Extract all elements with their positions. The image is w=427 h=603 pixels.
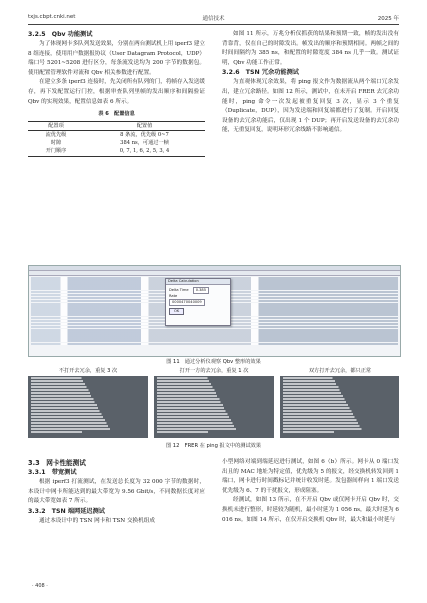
terminal-line [157, 422, 265, 424]
terminal-line [157, 386, 236, 388]
paragraph: 如图 11 所示，万兆分析仪抓获的结果和预期一致，帧的发出没有背靠背，仅在自己的时隙发出。帧发出的顺序和预期相同。两帧之间的时间间隔约为 385 ns，和配置的时隙宽度 384 ns 几乎一致。测试证明，Qbv 功能工作正常。 [222, 31, 399, 66]
paragraph: 通过本设计中的 TSN 网卡和 TSN 交换机组成 [39, 517, 155, 524]
terminal-line [31, 428, 144, 430]
dialog-label: Rate [169, 294, 178, 298]
terminal-line [157, 413, 258, 415]
paragraph: 根据 iperf3 打流测试，在发送总长度为 32 000 字节的数据时，本设计中网卡所能达到的最大带宽为 9.56 Gbit/s，不同数据长度对应的最大带宽如表 7 所示。 [28, 479, 205, 505]
section-heading-bandwidth: 3.3.1 带宽测试 [28, 469, 77, 476]
left-column-bottom [28, 458, 205, 526]
terminal-line [157, 389, 239, 391]
paragraph: 在建立多条 iperf3 连接时，先关闭所有队列的门，将帧存入发送缓存，再下发配置运行门控，根据审查队列里帧的发出顺序和间隔验证 Qbv 的实现效果，配置信息如表 6 所示。 [28, 79, 205, 105]
terminal-line [283, 380, 357, 382]
terminal-line [283, 413, 383, 415]
terminal-line [31, 386, 110, 388]
terminal-line [283, 431, 356, 433]
figure-12-caption: 图 12 FRER 在 ping 报文中的测试效果 [165, 443, 262, 449]
table-header-row [28, 121, 205, 130]
dialog-ok-button[interactable]: OK [169, 308, 184, 315]
dialog-title: Delta Calculation [166, 279, 230, 285]
section-heading-latency: 3.3.2 TSN 端网延迟测试 [28, 507, 105, 515]
terminal-line [283, 428, 395, 430]
ping-terminal-one-dedup [154, 376, 274, 438]
paragraph: 为了体现网卡多队列发送效果，分别在两台测试机上用 iperf3 建立 8 组连接，使用用户数据报协议（User Datagram Protocol，UDP）端口号 5201~5208 进行区分，每条流发送均为 200 字节的数据包。使用配置管理软件对流和 Qbv 相关参数进行配置。 [28, 41, 205, 76]
right-column-top [222, 30, 399, 136]
paragraph: 小型网络对端到端延迟进行测试，如图 6（b）所示。网卡从 0 端口发出且的 MAC 地址为特定值，优先级为 5 的报文，经交换机转发回到 1 端口，网卡进行时间戳标记并统计收发时延。发包器间样向 1 端口发送优先级为 6、7 的干扰报文，形成阻塞。 [222, 459, 399, 494]
paragraph: 为直观体现冗余效果，将 ping 报文作为数据流从两个端口冗余发出，建立冗余路径。如图 12 所示，测试中，在未开启 FRER 去冗余功能时，ping 命令一次发起被重复回复 3 次，显示 3 个重复（Duplicate，DUP），因为发送端和回复端都进行了复制。开启回复设备的去冗余功能后，仅出现 1 个 DUP；再开启发送设备的去冗余功能，无重复回复，说明环形冗余线路不影响通信。 [222, 79, 399, 134]
terminal-line [283, 404, 376, 406]
header-rule [28, 24, 399, 25]
terminal-line [157, 404, 251, 406]
delta-dialog [165, 278, 231, 326]
terminal-line [31, 431, 104, 433]
table-row [28, 139, 205, 147]
terminal-line [31, 404, 125, 406]
terminal-line [157, 428, 270, 430]
terminal-line [157, 431, 230, 433]
terminal-line [283, 407, 378, 409]
left-column-top [28, 30, 205, 157]
ping-terminal-both-dedup [280, 376, 399, 438]
terminal-line [31, 407, 127, 409]
analyzer-column-headers [29, 271, 400, 276]
table-cell: 时隙 [50, 140, 62, 147]
table-header-cell: 配置项 [48, 122, 64, 129]
terminal-line [157, 380, 231, 382]
table-row [28, 130, 205, 139]
terminal-line [283, 398, 371, 400]
terminal-line [31, 401, 122, 403]
terminal-line [31, 389, 113, 391]
ping-terminal-no-dedup [28, 376, 148, 438]
table-cell: 流优先级 [45, 131, 67, 138]
paragraph: 经测试，如图 13 所示，在不开启 Qbv 或仅网卡开启 Qbv 时，交换机未进行整形，时延较为随机，最小时延为 1 056 ns，最大时延为 6 016 ns。如图 14 所示，在仅开启交换机 Qbv 时，最大和最小时延与 [222, 497, 399, 523]
dialog-label: Delta Time [169, 288, 189, 292]
ping-label-both-dedup: 双方打开去冗余，都只正常 [308, 368, 372, 374]
terminal-line [157, 419, 263, 421]
terminal-line [157, 407, 253, 409]
terminal-line [31, 380, 105, 382]
section-heading-qbv: 3.2.5 Qbv 功能测试 [28, 31, 93, 38]
figure-11-caption: 图 11 通过分析仪观察 Qbv 整形的效果 [166, 359, 261, 365]
dialog-value-field: 0000470040009 [169, 299, 205, 306]
table-cell: 开门顺序 [45, 148, 67, 155]
terminal-line [283, 419, 388, 421]
terminal-line [31, 425, 141, 427]
journal-name: 通信技术 [202, 16, 225, 22]
terminal-line [283, 386, 362, 388]
ping-label-no-dedup: 不打开去冗余，重复 3 次 [58, 368, 118, 374]
journal-url: txjs.cbpt.cnki.net [28, 14, 76, 20]
terminal-line [31, 413, 132, 415]
config-table [28, 121, 205, 157]
table-cell: 8 条流，优先级 0~7 [120, 131, 169, 138]
terminal-line [283, 422, 390, 424]
terminal-line [283, 416, 385, 418]
section-heading-tsn: 3.2.6 TSN 冗余功能测试 [222, 69, 299, 77]
ping-label-one-dedup: 打开一方的去冗余，重复 1 次 [179, 368, 249, 374]
terminal-line [31, 398, 120, 400]
terminal-line [31, 419, 137, 421]
terminal-line [31, 416, 134, 418]
table-cell: 0, 7, 1, 6, 2, 5, 3, 4 [119, 148, 170, 155]
page-number: · 408 · [32, 583, 48, 589]
terminal-line [283, 383, 359, 385]
terminal-line [283, 425, 392, 427]
terminal-line [157, 401, 248, 403]
section-heading-performance: 3.3 网卡性能测试 [28, 459, 86, 467]
right-column-bottom [222, 458, 399, 525]
analyzer-row [31, 343, 398, 345]
terminal-line [157, 398, 246, 400]
table-header-cell: 配置值 [136, 122, 153, 129]
terminal-line [31, 383, 108, 385]
dialog-value-field: 0.385 [193, 287, 209, 294]
terminal-line [31, 377, 103, 379]
table-cell: 384 ns，可通过一帧 [120, 140, 169, 147]
terminal-line [157, 425, 267, 427]
terminal-line [157, 392, 241, 394]
table-title: 表 6 配置信息 [98, 111, 135, 118]
terminal-line [31, 410, 129, 412]
terminal-line [31, 395, 117, 397]
terminal-line [283, 401, 373, 403]
table-row [28, 147, 205, 156]
terminal-line [157, 395, 243, 397]
journal-year: 2025 年 [377, 16, 399, 22]
terminal-line [157, 377, 229, 379]
terminal-line [283, 392, 366, 394]
terminal-line [283, 389, 364, 391]
terminal-line [31, 422, 139, 424]
terminal-line [283, 377, 354, 379]
terminal-line [157, 416, 260, 418]
terminal-line [157, 383, 234, 385]
terminal-line [283, 410, 381, 412]
terminal-line [157, 410, 255, 412]
terminal-line [31, 392, 115, 394]
terminal-line [283, 395, 369, 397]
